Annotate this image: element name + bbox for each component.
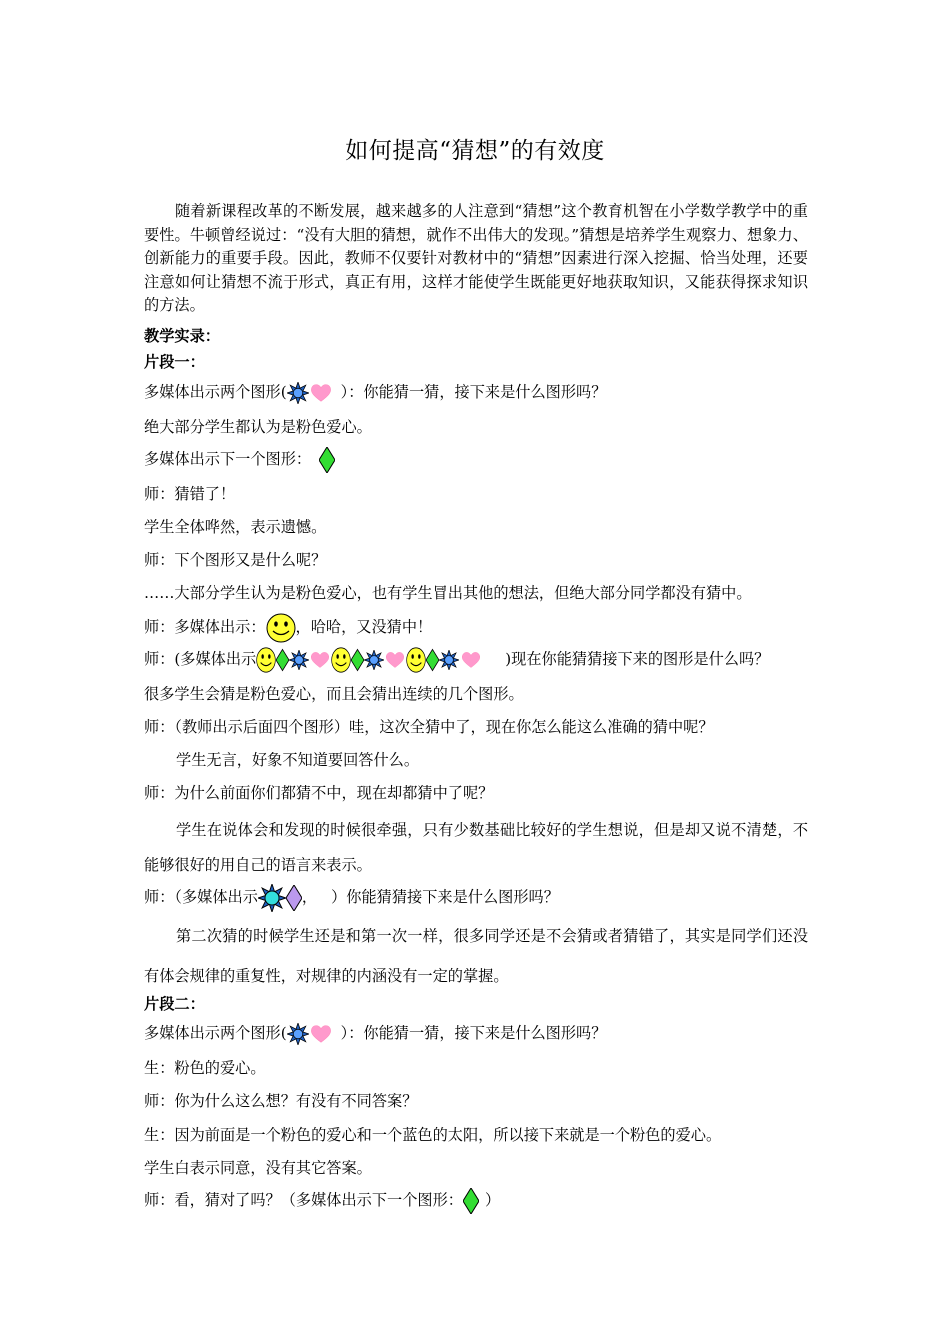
seg1-line-7: ……大部分学生认为是粉色爱心，也有学生冒出其他的想法，但绝大部分同学都没有猜中。 <box>144 584 752 602</box>
seg2-line-1 <box>144 1022 824 1045</box>
seg1-line-9-text-b: )现在你能猜猜接下来的图形是什么吗？ <box>505 650 770 668</box>
seg1-line-16: 第二次猜的时候学生还是和第一次一样，很多同学还是不会猜或者猜错了，其实是同学们还没有体会规律的重复性，对规律的内涵没有一定的掌握。 <box>144 927 808 985</box>
pink-heart-icon <box>384 650 406 670</box>
green-diamond-icon <box>463 1188 479 1214</box>
blue-sun-icon <box>289 650 309 670</box>
seg1-line-9-text-a: 师：(多媒体出示 <box>144 650 257 668</box>
pink-heart-icon <box>309 1023 333 1045</box>
seg1-line-15-text-b: ， <box>301 888 318 906</box>
seg1-line-5: 学生全体哗然，表示遗憾。 <box>144 518 327 536</box>
seg1-line-12: 学生无言，好象不知道要回答什么。 <box>176 751 419 769</box>
pink-heart-icon <box>309 650 331 670</box>
seg1-line-15-text-c: ）你能猜猜接下来是什么图形吗？ <box>331 888 559 906</box>
seg1-line-15 <box>144 884 824 912</box>
seg1-line-8-text-a: 师：多媒体出示： <box>144 618 266 636</box>
seg1-line-15-text-a: 师：（多媒体出示 <box>144 888 258 906</box>
pink-heart-icon <box>459 650 483 670</box>
seg2-line-6-text-a: 师：看，猜对了吗？（多媒体出示下一个图形： <box>144 1191 463 1209</box>
seg1-line-3 <box>144 447 824 473</box>
seg1-line-4: 师：猜错了！ <box>144 485 236 503</box>
seg2-line-4: 生：因为前面是一个粉色的爱心和一个蓝色的太阳，所以接下来就是一个粉色的爱心。 <box>144 1126 722 1144</box>
seg1-line-8-text-b: ，哈哈，又没猜中！ <box>295 618 433 636</box>
green-diamond-icon <box>319 447 335 473</box>
seg1-line-13: 师：为什么前面你们都猜不中，现在却都猜中了呢？ <box>144 784 494 802</box>
seg2-line-2: 生：粉色的爱心。 <box>144 1059 266 1077</box>
seg1-line-14: 学生在说体会和发现的时候很牵强，只有少数基础比较好的学生想说，但是却又说不清楚，不能够很好的用自己的语言来表示。 <box>144 821 808 874</box>
yellow-smiley-icon <box>266 613 296 643</box>
seg2-line-5: 学生白表示同意，没有其它答案。 <box>144 1159 372 1177</box>
seg1-line-1 <box>144 381 824 404</box>
seg1-line-1-text-b: ）：你能猜一猜，接下来是什么图形吗？ <box>340 383 607 401</box>
blue-sun-icon <box>287 382 309 404</box>
seg1-line-2: 绝大部分学生都认为是粉色爱心。 <box>144 418 372 436</box>
green-diamond-icon <box>351 648 364 672</box>
blue-sun-icon <box>364 650 384 670</box>
seg1-line-3-text: 多媒体出示下一个图形： <box>144 450 312 468</box>
cyan-sun-icon <box>258 884 286 912</box>
seg1-line-10: 很多学生会猜是粉色爱心，而且会猜出连续的几个图形。 <box>144 685 524 703</box>
document-title: 如何提高“猜想”的有效度 <box>345 138 605 164</box>
seg1-line-11: 师：（教师出示后面四个图形）哇，这次全猜中了，现在你怎么能这么准确的猜中呢？ <box>144 718 714 736</box>
seg1-line-6: 师：下个图形又是什么呢？ <box>144 551 327 569</box>
seg1-line-9 <box>144 647 824 673</box>
seg2-line-6-text-b: ） <box>484 1191 501 1209</box>
segment-two-heading: 片段二： <box>144 995 205 1013</box>
yellow-smiley-icon <box>331 647 351 673</box>
pink-heart-icon <box>309 382 333 404</box>
green-diamond-icon <box>276 648 289 672</box>
yellow-smiley-icon <box>406 647 426 673</box>
blue-sun-icon <box>287 1023 309 1045</box>
record-heading: 教学实录： <box>144 327 220 345</box>
seg2-line-3: 师：你为什么这么想？有没有不同答案？ <box>144 1092 418 1110</box>
yellow-smiley-icon <box>256 647 276 673</box>
seg1-line-8 <box>144 613 824 643</box>
seg1-line-1-text-a: 多媒体出示两个图形( <box>144 383 287 401</box>
segment-one-heading: 片段一： <box>144 353 205 371</box>
purple-diamond-icon <box>286 885 302 911</box>
green-diamond-icon <box>426 648 439 672</box>
seg2-line-6 <box>144 1188 824 1214</box>
seg2-line-1-text-b: ）：你能猜一猜，接下来是什么图形吗？ <box>340 1024 607 1042</box>
seg2-line-1-text-a: 多媒体出示两个图形( <box>144 1024 287 1042</box>
intro-paragraph: 随着新课程改革的不断发展，越来越多的人注意到“猜想”这个教育机智在小学数学教学中的重要性。牛顿曾经说过：“没有大胆的猜想，就作不出伟大的发现。”猜想是培养学生观察力、想象力、创新能力的重要手段。因此，教师不仅要针对教材中的“猜想”因素进行深入挖掘、恰当处理，还要注意如何让猜想不流于形式，真正有用，这样才能使学生既能更好地获取知识，又能获得探求知识的方法。 <box>144 202 808 314</box>
pattern-sequence <box>256 647 483 673</box>
blue-sun-icon <box>439 650 459 670</box>
